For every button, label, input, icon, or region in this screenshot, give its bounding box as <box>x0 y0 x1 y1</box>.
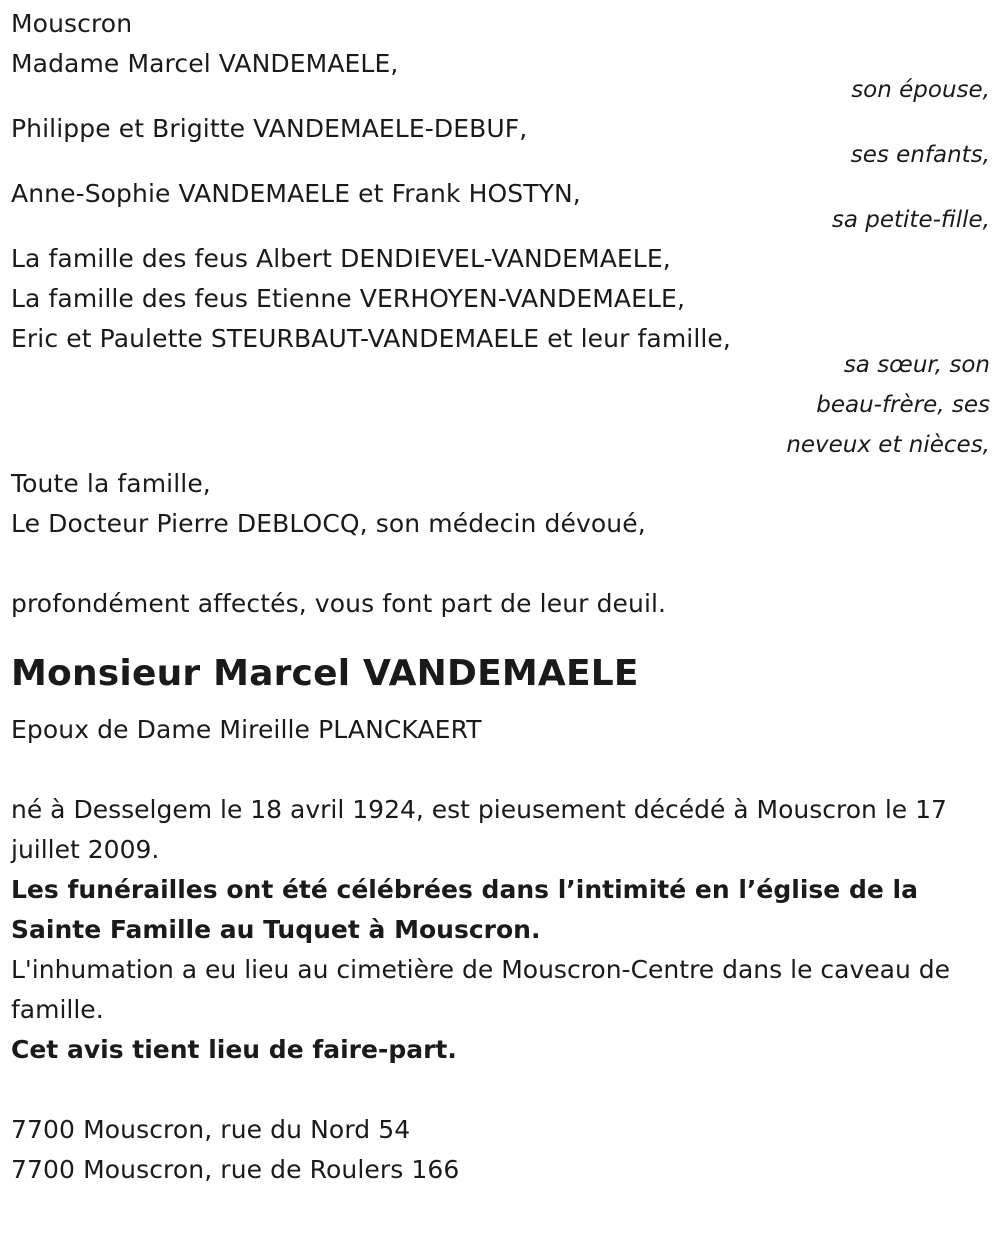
deceased-name: Monsieur Marcel VANDEMAELE <box>11 653 639 694</box>
other-mourners <box>11 464 990 544</box>
relation-label: neveux et nièces, <box>786 432 990 458</box>
relation-label: son épouse, <box>851 77 990 103</box>
relation-label: beau-frère, ses <box>816 392 990 418</box>
family-group-siblings <box>11 239 990 465</box>
burial-text: L'inhumation a eu lieu au cimetière de Mouscron-Centre dans le caveau de famille. <box>11 955 951 1024</box>
address-line: 7700 Mouscron, rue de Roulers 166 <box>11 1155 460 1184</box>
family-group-grandchild <box>11 174 990 240</box>
mourner-line: Toute la famille, <box>11 469 211 498</box>
mourner-line: Le Docteur Pierre DEBLOCQ, son médecin dévoué, <box>11 509 646 538</box>
family-name: La famille des feus Albert DENDIEVEL-VANDEMAELE, <box>11 244 671 273</box>
relation-label: sa petite-fille, <box>831 207 990 233</box>
family-name: Madame Marcel VANDEMAELE, <box>11 49 399 78</box>
relation-label: sa sœur, son <box>843 352 990 378</box>
family-name: Anne-Sophie VANDEMAELE et Frank HOSTYN, <box>11 179 581 208</box>
announcement: profondément affectés, vous font part de leur deuil. <box>11 589 667 618</box>
family-group-spouse <box>11 44 990 110</box>
obituary-notice <box>11 4 990 1190</box>
notice-note: Cet avis tient lieu de faire-part. <box>11 1035 457 1064</box>
city: Mouscron <box>11 9 133 38</box>
spouse-line: Epoux de Dame Mireille PLANCKAERT <box>11 715 482 744</box>
relation-label: ses enfants, <box>850 142 990 168</box>
family-name: Philippe et Brigitte VANDEMAELE-DEBUF, <box>11 114 528 143</box>
address-line: 7700 Mouscron, rue du Nord 54 <box>11 1115 411 1144</box>
family-group-children <box>11 109 990 175</box>
family-name: La famille des feus Etienne VERHOYEN-VANDEMAELE, <box>11 284 685 313</box>
funeral-text: Les funérailles ont été célébrées dans l’intimité en l’église de la Sainte Famille au Tuquet à Mouscron. <box>11 875 918 944</box>
family-name: Eric et Paulette STEURBAUT-VANDEMAELE et leur famille, <box>11 324 731 353</box>
birth-death-text: né à Desselgem le 18 avril 1924, est pieusement décédé à Mouscron le 17 juillet 2009. <box>11 795 947 864</box>
